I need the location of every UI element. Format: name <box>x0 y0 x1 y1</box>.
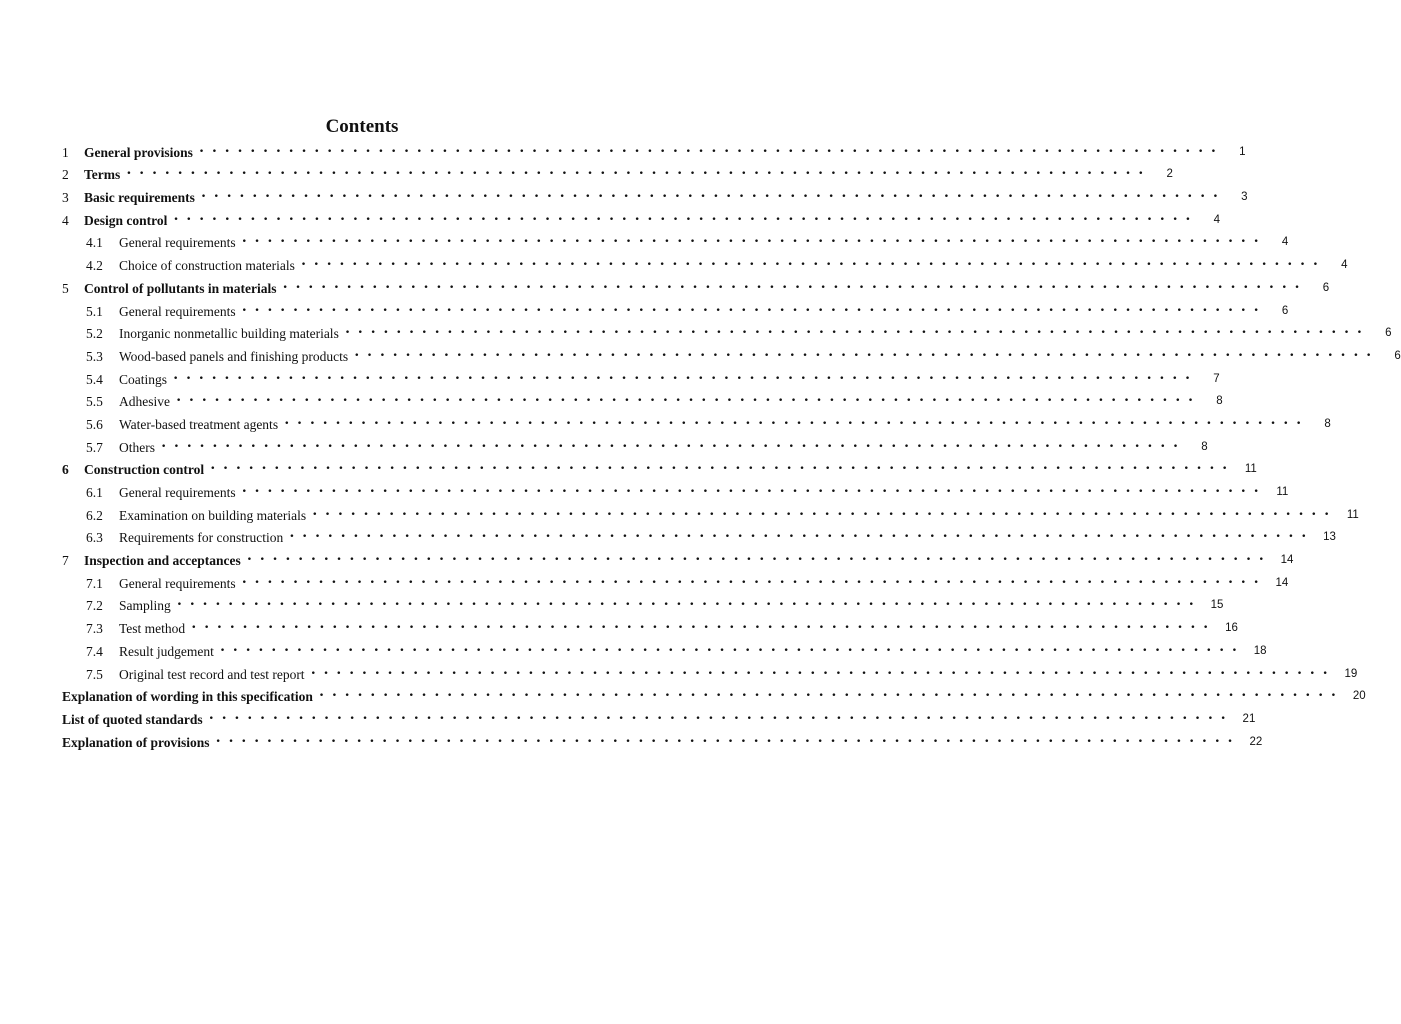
toc-entry-page-number: 21 <box>1242 712 1256 725</box>
toc-entry-label: Result judgement <box>119 643 214 659</box>
toc-entry-label: Water-based treatment agents <box>119 416 279 432</box>
toc-entry-page-number: 8 <box>1324 417 1331 430</box>
toc-entry-label: Inorganic nonmetallic building materials <box>119 326 339 342</box>
toc-entry[interactable] <box>62 728 1263 751</box>
toc-entry-page-number: 11 <box>1276 486 1289 498</box>
toc-entry-page-number: 19 <box>1344 667 1358 680</box>
toc-entry-number: 5.1 <box>86 303 103 319</box>
toc-entry[interactable] <box>62 274 1330 297</box>
toc-entry[interactable] <box>62 637 1267 660</box>
toc-entry-label: General requirements <box>119 575 236 591</box>
toc-entry-label: Others <box>119 439 155 455</box>
toc-entry-label: Original test record and test report <box>119 666 305 682</box>
toc-entry-page-number: 20 <box>1352 690 1366 703</box>
toc-entry-page-number: 13 <box>1323 531 1336 544</box>
toc-entry[interactable] <box>62 456 1257 479</box>
dot-leader: •••••••••••••••••••••••••••••••••••••••••••••••••••••••••••••••••••••••••••••••• <box>241 237 1267 248</box>
toc-entry-label: Wood-based panels and finishing products <box>119 348 349 364</box>
toc-entry-number: 6.1 <box>86 485 103 500</box>
toc-entry-page-number: 16 <box>1225 622 1238 635</box>
toc-entry-number: 5.2 <box>86 326 103 342</box>
dot-leader: •••••••••••••••••••••••••••••••••••••••••••••••••••••••••••••••••••••••••••••••• <box>210 464 1235 475</box>
toc-entry[interactable] <box>62 546 1294 569</box>
dot-leader: •••••••••••••••••••••••••••••••••••••••••••••••••••••••••••••••••••••••••••••••• <box>312 509 1337 520</box>
toc-entry-label: Inspection and acceptances <box>84 553 241 569</box>
toc-entry-page-number: 6 <box>1394 349 1401 362</box>
toc-entry-label: Construction control <box>84 462 205 478</box>
toc-entry-label: Explanation of provisions <box>62 734 210 750</box>
toc-entry-page-number: 8 <box>1201 440 1208 453</box>
toc-entry-page-number: 4 <box>1341 259 1348 272</box>
dot-leader: •••••••••••••••••••••••••••••••••••••••••••••••••••••••••••••••••••••••••••••••• <box>300 260 1326 271</box>
toc-entry-label: Coatings <box>119 371 168 387</box>
toc-entry-page-number: 2 <box>1166 168 1173 181</box>
table-of-contents <box>62 138 1401 751</box>
toc-entry-number: 6.3 <box>86 530 103 546</box>
toc-entry-label: Sampling <box>119 598 171 614</box>
dot-leader: •••••••••••••••••••••••••••••••••••••••••••••••••••••••••••••••••••••••••••••••• <box>318 691 1344 702</box>
toc-entry-number: 3 <box>62 190 69 206</box>
dot-leader: •••••••••••••••••••••••••••••••••••••••••••••••••••••••••••••••••••••••••••••••• <box>284 418 1309 429</box>
toc-entry-number: 4.2 <box>86 258 103 274</box>
toc-entry[interactable] <box>62 410 1331 433</box>
toc-entry[interactable] <box>62 251 1348 274</box>
toc-entry-page-number: 1 <box>1239 145 1246 158</box>
dot-leader: •••••••••••••••••••••••••••••••••••••••••••••••••••••••••••••••••••••••••••••••• <box>246 555 1272 566</box>
toc-entry-number: 7 <box>62 553 69 569</box>
toc-entry-page-number: 6 <box>1281 304 1289 317</box>
toc-entry-number: 7.4 <box>86 643 103 659</box>
dot-leader: •••••••••••••••••••••••••••••••••••••••••••••••••••••••••••••••••••••••••••••••• <box>344 328 1370 339</box>
toc-entry[interactable] <box>62 705 1256 728</box>
toc-entry-label: Design control <box>84 212 168 228</box>
dot-leader: •••••••••••••••••••••••••••••••••••••••••••••••••••••••••••••••••••••••••••••••• <box>173 214 1199 225</box>
dot-leader: •••••••••••••••••••••••••••••••••••••••••••••••••••••••••••••••••••••••••••••••• <box>219 645 1245 656</box>
toc-entry-label: General requirements <box>119 235 236 251</box>
toc-entry-number: 7.5 <box>86 666 103 682</box>
toc-entry-number: 1 <box>62 144 69 160</box>
toc-entry-page-number: 3 <box>1241 191 1248 204</box>
toc-entry-page-number: 8 <box>1216 395 1223 408</box>
toc-entry-number: 5.7 <box>86 439 103 455</box>
toc-entry-page-number: 14 <box>1280 554 1294 567</box>
dot-leader: •••••••••••••••••••••••••••••••••••••••••••••••••••••••••••••••••••••••••••••••• <box>200 192 1226 203</box>
dot-leader: •••••••••••••••••••••••••••••••••••••••••••••••••••••••••••••••••••••••••••••••• <box>191 623 1216 634</box>
dot-leader: •••••••••••••••••••••••••••••••••••••••••••••••••••••••••••••••••••••••••••••••• <box>176 600 1202 611</box>
dot-leader: •••••••••••••••••••••••••••••••••••••••••••••••••••••••••••••••••••••••••••••••• <box>289 532 1314 543</box>
toc-entry[interactable] <box>62 342 1401 365</box>
toc-entry-number: 7.1 <box>86 575 103 591</box>
dot-leader: •••••••••••••••••••••••••••••••••••••••••••••••••••••••••••••••••••••••••••••••• <box>310 668 1336 679</box>
toc-entry-label: Terms <box>84 167 121 183</box>
toc-entry[interactable] <box>62 161 1173 184</box>
toc-entry[interactable] <box>62 297 1289 320</box>
toc-entry-page-number: 11 <box>1346 508 1359 521</box>
toc-entry[interactable] <box>62 683 1366 706</box>
toc-entry-number: 5 <box>62 280 69 296</box>
toc-entry-label: List of quoted standards <box>62 711 203 727</box>
toc-entry-label: General requirements <box>119 485 236 500</box>
toc-entry-label: Test method <box>119 621 186 637</box>
toc-entry-number: 2 <box>62 167 69 183</box>
dot-leader: •••••••••••••••••••••••••••••••••••••••••••••••••••••••••••••••••••••••••••••••• <box>126 169 1151 180</box>
dot-leader: •••••••••••••••••••••••••••••••••••••••••••••••••••••••••••••••••••••••••••••••• <box>208 713 1234 724</box>
toc-entry[interactable] <box>62 320 1392 343</box>
dot-leader: •••••••••••••••••••••••••••••••••••••••••••••••••••••••••••••••••••••••••••••••• <box>354 350 1379 361</box>
toc-entry-label: Adhesive <box>119 394 170 410</box>
toc-entry-number: 5.5 <box>86 394 103 410</box>
toc-entry-page-number: 11 <box>1244 463 1257 476</box>
toc-entry[interactable] <box>62 229 1289 252</box>
toc-entry-label: Basic requirements <box>84 190 195 206</box>
toc-entry-label: Control of pollutants in materials <box>84 280 277 296</box>
toc-entry-number: 6.2 <box>86 507 103 523</box>
toc-entry-page-number: 15 <box>1210 599 1224 612</box>
toc-entry-page-number: 22 <box>1249 735 1263 748</box>
toc-entry-page-number: 6 <box>1322 281 1330 294</box>
toc-entry-number: 4 <box>62 212 69 228</box>
dot-leader: •••••••••••••••••••••••••••••••••••••••••••••••••••••••••••••••••••••••••••••••• <box>215 736 1241 747</box>
toc-entry-number: 5.4 <box>86 371 103 387</box>
toc-entry-label: General requirements <box>119 303 236 319</box>
toc-entry[interactable] <box>62 388 1223 411</box>
toc-entry-number: 6 <box>62 462 69 478</box>
toc-entry-page-number: 14 <box>1275 576 1289 589</box>
toc-entry[interactable] <box>62 183 1248 206</box>
toc-entry-page-number: 7 <box>1213 372 1220 385</box>
toc-entry-page-number: 18 <box>1253 644 1267 657</box>
dot-leader: •••••••••••••••••••••••••••••••••••••••••••••••••••••••••••••••••••••••••••••••• <box>173 373 1198 384</box>
toc-entry-number: 7.3 <box>86 621 103 637</box>
toc-entry[interactable] <box>62 433 1208 456</box>
toc-entry-number: 4.1 <box>86 235 103 251</box>
dot-leader: •••••••••••••••••••••••••••••••••••••••••••••••••••••••••••••••••••••••••••••••• <box>198 146 1224 157</box>
toc-entry-page-number: 4 <box>1213 213 1221 226</box>
toc-entry-number: 7.2 <box>86 598 103 614</box>
toc-entry[interactable] <box>62 206 1221 229</box>
toc-entry[interactable] <box>62 614 1238 637</box>
dot-leader: •••••••••••••••••••••••••••••••••••••••••••••••••••••••••••••••••••••••••••••••• <box>241 487 1267 497</box>
toc-entry[interactable] <box>62 365 1220 388</box>
toc-entry[interactable] <box>62 501 1359 524</box>
dot-leader: •••••••••••••••••••••••••••••••••••••••••••••••••••••••••••••••••••••••••••••••• <box>176 396 1201 407</box>
dot-leader: •••••••••••••••••••••••••••••••••••••••••••••••••••••••••••••••••••••••••••••••• <box>282 282 1308 293</box>
page-title: Contents <box>325 115 399 137</box>
toc-entry-page-number: 4 <box>1281 236 1289 249</box>
toc-entry[interactable] <box>62 592 1224 615</box>
toc-entry-page-number: 6 <box>1385 327 1392 340</box>
toc-entry-label: Examination on building materials <box>119 507 307 523</box>
toc-entry[interactable] <box>62 524 1336 547</box>
toc-entry[interactable] <box>62 478 1289 501</box>
toc-entry-number: 5.6 <box>86 416 103 432</box>
dot-leader: •••••••••••••••••••••••••••••••••••••••••••••••••••••••••••••••••••••••••••••••• <box>241 305 1267 316</box>
toc-entry-number: 5.3 <box>86 348 103 364</box>
toc-entry-label: Requirements for construction <box>119 530 284 546</box>
toc-entry-label: General provisions <box>84 144 193 160</box>
toc-entry[interactable] <box>62 138 1246 161</box>
toc-entry-label: Explanation of wording in this specification <box>62 689 313 705</box>
toc-entry-label: Choice of construction materials <box>119 258 295 274</box>
dot-leader: •••••••••••••••••••••••••••••••••••••••••••••••••••••••••••••••••••••••••••••••• <box>241 577 1267 588</box>
toc-entry[interactable] <box>62 660 1358 683</box>
dot-leader: •••••••••••••••••••••••••••••••••••••••••••••••••••••••••••••••••••••••••••••••• <box>161 441 1186 452</box>
toc-entry[interactable] <box>62 569 1289 592</box>
